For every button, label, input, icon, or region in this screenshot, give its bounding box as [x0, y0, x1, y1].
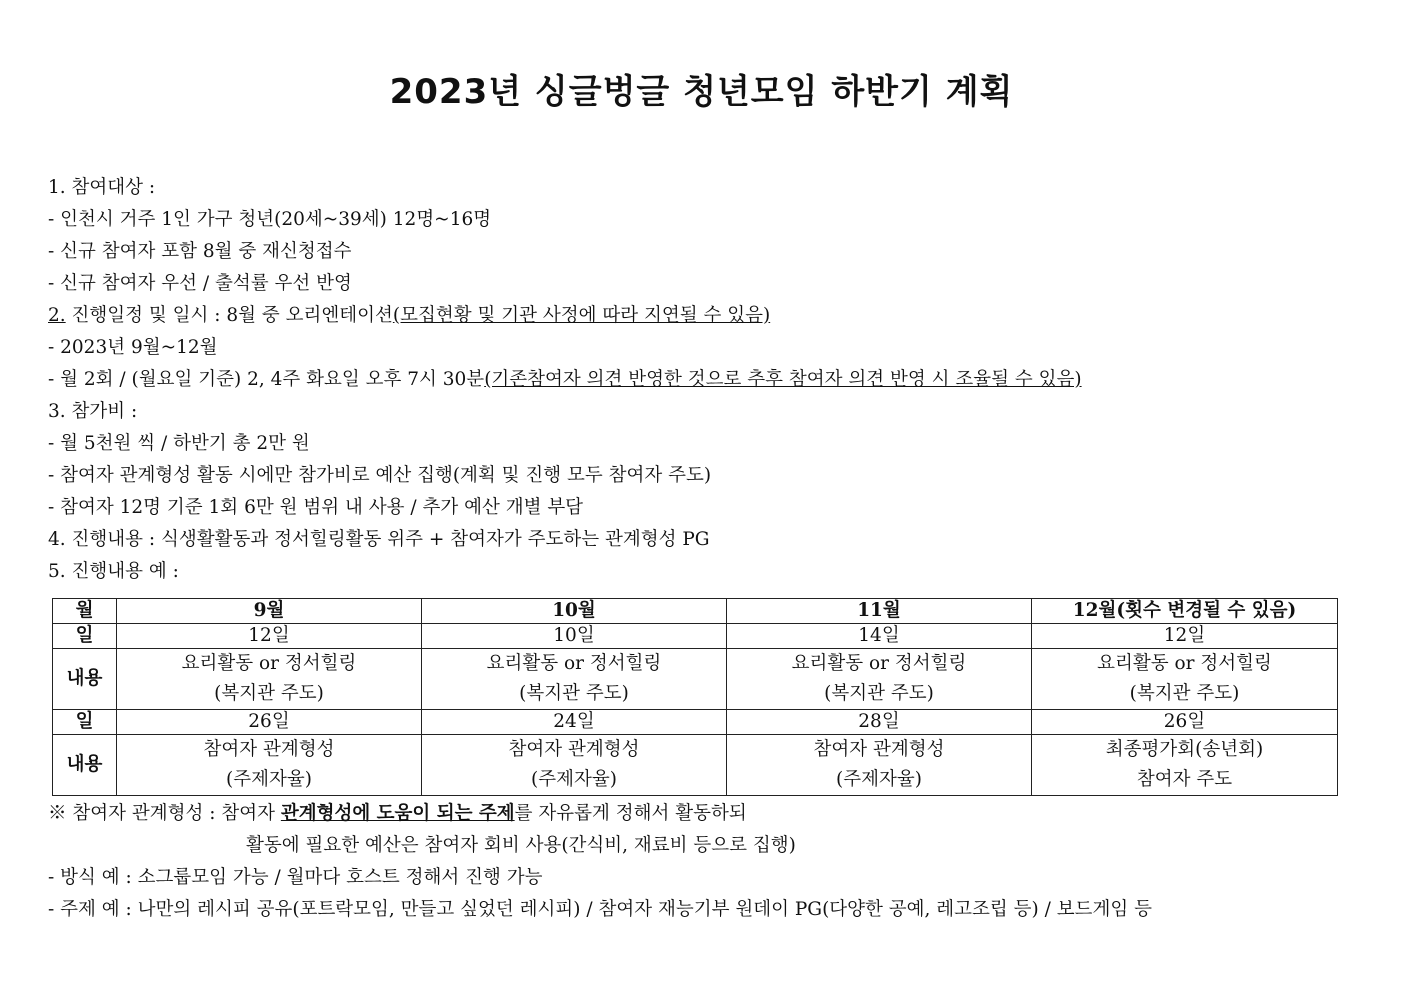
section-2-item: [48, 368, 1082, 392]
row-label-content: 내용: [53, 735, 117, 796]
note-relationship: [48, 802, 747, 826]
note-topic-example: - 주제 예 : 나만의 레시피 공유(포트락모임, 만들고 싶었던 레시피) / 참여자 재능기부 원데이 PG(다양한 공예, 레고조립 등) / 보드게임 등: [48, 899, 1152, 920]
section-2-item: - 2023년 9월~12월: [48, 337, 218, 358]
table-row: [53, 710, 1338, 735]
table-cell: 26일: [1032, 710, 1338, 735]
section-2-schedule-text: - 월 2회 / (월요일 기준) 2, 4주 화요일 오후 7시 30분: [48, 369, 485, 390]
header-cell-november: 11월: [727, 599, 1032, 624]
cell-line: 요리활동 or 정서힐링: [791, 653, 967, 674]
section-2-schedule-note: (기존참여자 의견 반영한 것으로 추후 참여자 의견 반영 시 조율될 수 있음): [484, 369, 1082, 390]
table-cell: [117, 735, 422, 796]
table-cell: [1032, 735, 1338, 796]
section-1-item: - 신규 참여자 우선 / 출석률 우선 반영: [48, 273, 352, 294]
table-header-row: [53, 599, 1338, 624]
table-cell: 28일: [727, 710, 1032, 735]
cell-line: 참여자 주도: [1136, 769, 1233, 790]
table-cell: 10일: [422, 624, 727, 649]
section-2-note: (모집현황 및 기관 사정에 따라 지연될 수 있음): [392, 305, 771, 326]
header-cell-month: 월: [53, 599, 117, 624]
section-5-heading: 5. 진행내용 예 :: [48, 561, 179, 582]
table-cell: 12일: [1032, 624, 1338, 649]
cell-line: 요리활동 or 정서힐링: [486, 653, 662, 674]
header-cell-december: 12월(횟수 변경될 수 있음): [1032, 599, 1338, 624]
cell-line: (복지관 주도): [1129, 683, 1240, 704]
table-cell: [1032, 649, 1338, 710]
section-3-item: - 참여자 12명 기준 1회 6만 원 범위 내 사용 / 추가 예산 개별 부담: [48, 497, 584, 518]
cell-line: 최종평가회(송년회): [1105, 739, 1264, 760]
section-1-item: - 신규 참여자 포함 8월 중 재신청접수: [48, 241, 352, 262]
table-cell: 12일: [117, 624, 422, 649]
cell-line: 참여자 관계형성: [203, 739, 335, 760]
table-cell: 14일: [727, 624, 1032, 649]
table-row: [53, 624, 1338, 649]
table-cell: [117, 649, 422, 710]
row-label-content: 내용: [53, 649, 117, 710]
cell-line: 요리활동 or 정서힐링: [1097, 653, 1272, 674]
header-cell-october: 10월: [422, 599, 727, 624]
row-label-day: 일: [53, 624, 117, 649]
cell-line: 참여자 관계형성: [813, 739, 945, 760]
table-cell: [422, 735, 727, 796]
table-cell: [422, 649, 727, 710]
section-3-heading: 3. 참가비 :: [48, 401, 138, 422]
section-4: 4. 진행내용 : 식생활활동과 정서힐링활동 위주 + 참여자가 주도하는 관계형성 PG: [48, 529, 710, 550]
cell-line: (복지관 주도): [519, 683, 629, 704]
note-emphasis: 관계형성에 도움이 되는 주제: [280, 803, 515, 824]
section-3-item: - 월 5천원 씩 / 하반기 총 2만 원: [48, 433, 310, 454]
table-cell: 24일: [422, 710, 727, 735]
cell-line: 참여자 관계형성: [508, 739, 640, 760]
note-relationship-continuation: 활동에 필요한 예산은 참여자 회비 사용(간식비, 재료비 등으로 집행): [246, 835, 796, 856]
note-prefix: ※ 참여자 관계형성 : 참여자: [48, 803, 281, 824]
section-1-heading: 1. 참여대상 :: [48, 177, 156, 198]
cell-line: (주제자율): [531, 769, 617, 790]
table-cell: [727, 735, 1032, 796]
row-label-day: 일: [53, 710, 117, 735]
cell-line: (복지관 주도): [214, 683, 324, 704]
document-title: 2023년 싱글벙글 청년모임 하반기 계획: [389, 72, 1014, 112]
schedule-table: [52, 598, 1338, 796]
header-cell-september: 9월: [117, 599, 422, 624]
cell-line: 요리활동 or 정서힐링: [181, 653, 357, 674]
table-row: [53, 649, 1338, 710]
table-cell: 26일: [117, 710, 422, 735]
cell-line: (주제자율): [836, 769, 922, 790]
section-3-item: - 참여자 관계형성 활동 시에만 참가비로 예산 집행(계획 및 진행 모두 참여자 주도): [48, 465, 712, 486]
section-1-item: - 인천시 거주 1인 가구 청년(20세~39세) 12명~16명: [48, 209, 492, 230]
table-row: [53, 735, 1338, 796]
note-suffix: 를 자유롭게 정해서 활동하되: [514, 803, 747, 824]
section-2-text: 진행일정 및 일시 : 8월 중 오리엔테이션: [65, 305, 393, 326]
table-cell: [727, 649, 1032, 710]
cell-line: (주제자율): [226, 769, 312, 790]
section-2-number: 2.: [48, 305, 66, 326]
note-method-example: - 방식 예 : 소그룹모임 가능 / 월마다 호스트 정해서 진행 가능: [48, 867, 543, 888]
section-2-heading: [48, 304, 770, 328]
cell-line: (복지관 주도): [824, 683, 934, 704]
